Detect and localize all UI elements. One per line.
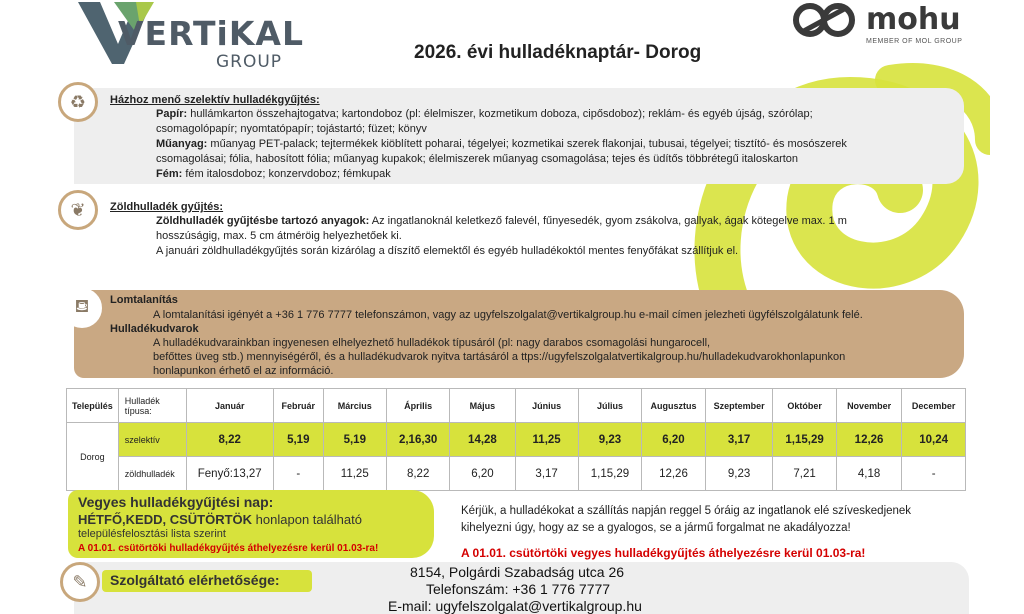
mixed-list-note: településfelosztási lista szerint [78, 528, 226, 540]
col-settlement: Település [67, 389, 119, 423]
green-text2: hosszúságig, max. 5 cm átméröig helyezhetőek ki. [156, 230, 402, 242]
date-cell: 1,15,29 [578, 457, 641, 491]
bulky-heading: Lomtalanítás [110, 294, 178, 306]
green-label: Zöldhulladék gyűjtésbe tartozó anyagok: [156, 215, 370, 227]
date-cell: 8,22 [186, 423, 273, 457]
mixed-waste-box [68, 490, 434, 558]
date-cell: 12,26 [642, 457, 706, 491]
col-type: Hulladék típusa: [118, 389, 186, 423]
mixed-heading: Vegyes hulladékgyűjtési nap: [78, 494, 274, 510]
date-cell: 11,25 [515, 423, 578, 457]
month-header: Április [386, 389, 449, 423]
calendar-table [66, 388, 966, 491]
contact-heading: Szolgáltató elérhetősége: [102, 570, 312, 592]
yards-text2: befőttes üveg stb.) mennyiségéről, és a hulladékudvarok nyitva tartásáról a ttps://ugyfelszolgalatvertikalgroup.hu/hulladekudvarokhonlapunkon [153, 351, 846, 363]
table-row [67, 423, 966, 457]
date-cell: 9,23 [705, 457, 773, 491]
date-cell: 5,19 [323, 423, 386, 457]
type-cell: zöldhulladék [118, 457, 186, 491]
date-cell: 2,16,30 [386, 423, 449, 457]
date-cell: 7,21 [773, 457, 836, 491]
settlement-cell: Dorog [67, 423, 119, 491]
note-line2: kihelyezni úgy, hogy az se a gyalogos, se a jármű forgalmat ne akadályozza! [461, 522, 851, 534]
recycle-icon: ♻ [58, 82, 98, 122]
green-text3: A januári zöldhulladékgyűjtés során kizárólag a díszítő elemektől és egyéb hulladékoktól mentes fenyőfákat szállítjuk el. [156, 245, 739, 257]
vertikal-logo-sub: GROUP [216, 52, 283, 72]
fem-text: fém italosdoboz; konzervdoboz; fémkupak [182, 168, 391, 180]
muanyag-line1 [156, 137, 847, 152]
month-header: Október [773, 389, 836, 423]
mixed-days-rest: honlapon található [252, 512, 362, 527]
date-cell: 8,22 [386, 457, 449, 491]
mohu-logo-sub: MEMBER OF MOL GROUP [866, 38, 963, 45]
mixed-days: HÉTFŐ,KEDD, CSÜTÖRTÖK [78, 512, 253, 527]
month-header: Március [323, 389, 386, 423]
bulky-text: A lomtalanítási igényét a +36 1 776 7777 telefonszámon, vagy az ugyfelszolgalat@vertikalgroup.hu e-mail címen jelezheti ügyfélszolgálatunk felé. [153, 309, 863, 321]
date-cell: 3,17 [705, 423, 773, 457]
table-row [67, 457, 966, 491]
month-header: Július [578, 389, 641, 423]
type-cell: szelektív [118, 423, 186, 457]
placement-note [461, 503, 911, 537]
month-header: Augusztus [642, 389, 706, 423]
papir-text1: hullámkarton összehajtogatva; kartondoboz (pl: élelmiszer, kozmetikum doboza, cipősdoboz); reklám- és egyéb újság, szórólap; [187, 108, 813, 120]
date-cell: 4,18 [836, 457, 902, 491]
fem-line [156, 167, 391, 182]
muanyag-text1: műanyag PET-palack; tejtermékek kiöblített poharai, tégelyei; kozmetikai szerek flakonjai, tubusai, tégelyei; tisztító- és mosószerek [207, 138, 847, 150]
page-title: 2026. évi hulladéknaptár- Dorog [414, 42, 702, 63]
date-cell: Fenyő:13,27 [186, 457, 273, 491]
contact-phone: Telefonszám: +36 1 776 7777 [426, 581, 611, 597]
date-cell: 9,23 [578, 423, 641, 457]
yards-text1: A hulladékudvarainkban ingyenesen elhelyezhető hulladékok típusáról (pl: nagy darabos csomagolási hungarocell, [153, 337, 711, 349]
date-cell: 6,20 [642, 423, 706, 457]
note-line1: Kérjük, a hulladékokat a szállítás napján reggel 5 óráig az ingatlanok elé szíveskedjenek [461, 505, 912, 517]
yards-text3: honlapunkon érhető el az információ. [153, 365, 334, 377]
date-cell: - [273, 457, 323, 491]
sofa-icon: ⛾ [62, 288, 102, 328]
date-cell: 1,15,29 [773, 423, 836, 457]
contact-address: 8154, Polgárdi Szabadság utca 26 [410, 564, 625, 580]
fem-label: Fém: [156, 168, 183, 180]
papir-label: Papír: [156, 108, 188, 120]
leaf-icon: ❦ [58, 190, 98, 230]
month-header: Szeptember [705, 389, 773, 423]
date-cell: 14,28 [450, 423, 515, 457]
date-cell: 11,25 [323, 457, 386, 491]
yards-heading: Hulladékudvarok [110, 323, 199, 335]
date-cell: - [902, 457, 966, 491]
mohu-logo-text: mohu [866, 2, 961, 37]
month-header: December [902, 389, 966, 423]
date-cell: 12,26 [836, 423, 902, 457]
selective-heading: Házhoz menő szelektív hulladékgyűjtés: [110, 94, 320, 106]
date-cell: 5,19 [273, 423, 323, 457]
date-cell: 3,17 [515, 457, 578, 491]
contact-email: E-mail: ugyfelszolgalat@vertikalgroup.hu [388, 598, 642, 614]
month-header: Június [515, 389, 578, 423]
month-header: Január [186, 389, 273, 423]
green-line1 [156, 214, 847, 229]
muanyag-label: Műanyag: [156, 138, 208, 150]
papir-text2: csomagolópapír; nyomtatópapír; tojástartó; füzet; könyv [156, 123, 427, 135]
muanyag-text2: csomagolásai; fólia, habosított fólia; műanyag kupakok; élelmiszerek műanyag csomagolása; tejes és üdítős többrétegű italoskarton [156, 153, 799, 165]
date-cell: 6,20 [450, 457, 515, 491]
mixed-days-line [78, 512, 362, 527]
date-cell: 10,24 [902, 423, 966, 457]
mixed-warning: A 01.01. csütörtöki hulladékgyűjtés áthelyezésre kerül 01.03-ra! [78, 543, 379, 554]
month-header: November [836, 389, 902, 423]
month-header: Február [273, 389, 323, 423]
vertikal-logo-text: VERTiKAL [118, 14, 304, 53]
green-heading: Zöldhulladék gyűjtés: [110, 201, 224, 213]
mixed-warning-red: A 01.01. csütörtöki vegyes hulladékgyűjtés áthelyezésre kerül 01.03-ra! [461, 546, 866, 560]
papir-line1 [156, 107, 813, 122]
green-text1: Az ingatlanoknál keletkező falevél, fűnyesedék, gyom zsákolva, gallyak, ágak kötegelve max. 1 m [369, 215, 847, 227]
pencil-icon: ✎ [60, 562, 100, 602]
table-header-row [67, 389, 966, 423]
month-header: Május [450, 389, 515, 423]
